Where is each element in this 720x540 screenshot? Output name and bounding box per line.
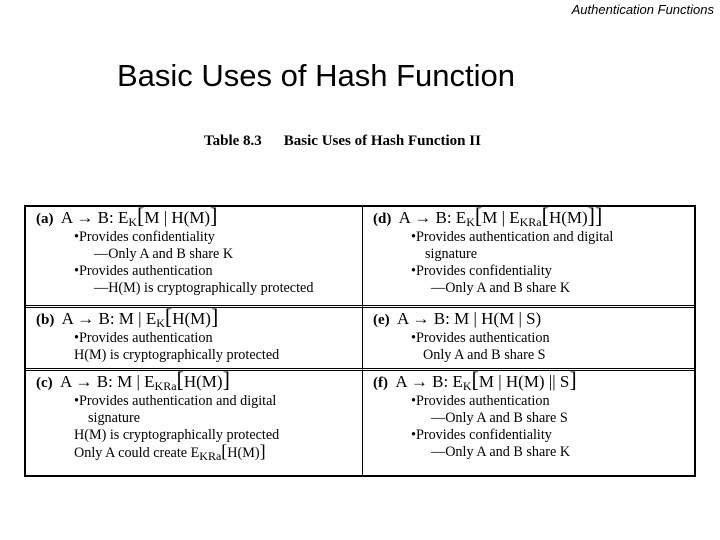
cell-a-line-3: •Provides authentication (74, 263, 213, 279)
table-caption (204, 133, 481, 150)
cell-e-label: (e) (373, 312, 390, 328)
cell-d-line-1: •Provides authentication and digital (411, 229, 614, 245)
cell-b (26, 308, 363, 371)
formula-d-body: H(M) (548, 208, 588, 227)
cell-c-line-4-body: H(M) (227, 445, 260, 461)
formula-a-prefix: A → B: E (60, 208, 129, 227)
cell-c (26, 371, 363, 475)
formula-d-inner-close: ] (587, 207, 595, 228)
cell-f-line-3: •Provides confidentiality (411, 427, 552, 443)
cell-d-line-3: •Provides confidentiality (411, 263, 552, 279)
cell-d-label: (d) (373, 211, 392, 227)
table-number: Table 8.3 (204, 133, 262, 149)
formula-d-open: [ (474, 207, 483, 228)
cell-c-line-4-text: Only A could create E (74, 445, 200, 461)
formula-d-inner-sub: KRa (519, 215, 542, 229)
cell-a-line-4: —H(M) is cryptographically protected (94, 280, 314, 296)
cell-b-line-1: •Provides authentication (74, 330, 213, 346)
formula-b-body: H(M) (172, 309, 211, 328)
cell-c-line-2: signature (88, 410, 141, 426)
cell-f-line-2: —Only A and B share S (431, 410, 568, 426)
formula-c-prefix: A → B: M | E (59, 372, 155, 391)
formula-f-sub: K (462, 379, 472, 393)
formula-d (373, 207, 694, 229)
formula-d-inner-open: [ (541, 207, 549, 228)
slide-title: Basic Uses of Hash Function (117, 58, 516, 93)
cell-c-line-4 (36, 441, 362, 463)
formula-f-body: M | H(M) || S (478, 372, 570, 391)
formula-c-sub: KRa (154, 379, 177, 393)
header-note: Authentication Functions (571, 2, 714, 17)
formula-d-prefix: A → B: E (398, 208, 467, 227)
formula-c-body: H(M) (183, 372, 223, 391)
cell-d-line-4: —Only A and B share K (431, 280, 571, 296)
formula-b-sub: K (156, 316, 165, 330)
cell-c-line-4-open: [ (221, 441, 228, 461)
formula-a-sub: K (128, 215, 138, 229)
cell-b-line-2: H(M) is cryptographically protected (74, 347, 280, 363)
cell-e-line-1: •Provides authentication (411, 330, 550, 346)
formula-b-prefix: A → B: M | E (61, 309, 157, 328)
formula-b-open: [ (164, 308, 173, 329)
cell-d (363, 207, 694, 308)
formula-a-body: M | H(M) (144, 208, 211, 227)
formula-c-close: ] (222, 371, 230, 392)
formula-a (36, 207, 362, 229)
cell-e-line-2: Only A and B share S (423, 347, 546, 363)
formula-c (36, 371, 362, 393)
formula-f-close: ] (569, 371, 577, 392)
cell-c-label: (c) (36, 375, 53, 391)
cell-a (26, 207, 363, 308)
formula-e (373, 308, 694, 330)
cell-c-line-4-sub: KRa (199, 449, 222, 463)
formula-d-close: ] (594, 207, 603, 228)
formula-c-open: [ (176, 371, 184, 392)
hash-uses-table (24, 205, 696, 477)
cell-a-line-2: —Only A and B share K (94, 246, 234, 262)
formula-b-close: ] (210, 308, 219, 329)
formula-f (373, 371, 694, 393)
cell-c-line-4-close: ] (259, 441, 266, 461)
cell-e (363, 308, 694, 371)
cell-a-label: (a) (36, 211, 54, 227)
cell-c-line-1: •Provides authentication and digital (74, 393, 277, 409)
cell-b-label: (b) (36, 312, 55, 328)
cell-f-label: (f) (373, 375, 388, 391)
cell-f-line-4: —Only A and B share K (431, 444, 571, 460)
formula-b (36, 308, 362, 330)
cell-d-line-2: signature (425, 246, 478, 262)
formula-a-open: [ (137, 207, 145, 228)
table-title: Basic Uses of Hash Function II (283, 133, 481, 149)
formula-d-sub: K (466, 215, 475, 229)
cell-c-line-3: H(M) is cryptographically protected (74, 427, 280, 443)
cell-f (363, 371, 694, 475)
formula-a-close: ] (210, 207, 218, 228)
formula-e-text: A → B: M | H(M | S) (396, 309, 542, 328)
cell-f-line-1: •Provides authentication (411, 393, 550, 409)
formula-f-open: [ (471, 371, 479, 392)
formula-f-prefix: A → B: E (395, 372, 463, 391)
formula-d-mid: M | E (482, 208, 520, 227)
cell-a-line-1: •Provides confidentiality (74, 229, 215, 245)
